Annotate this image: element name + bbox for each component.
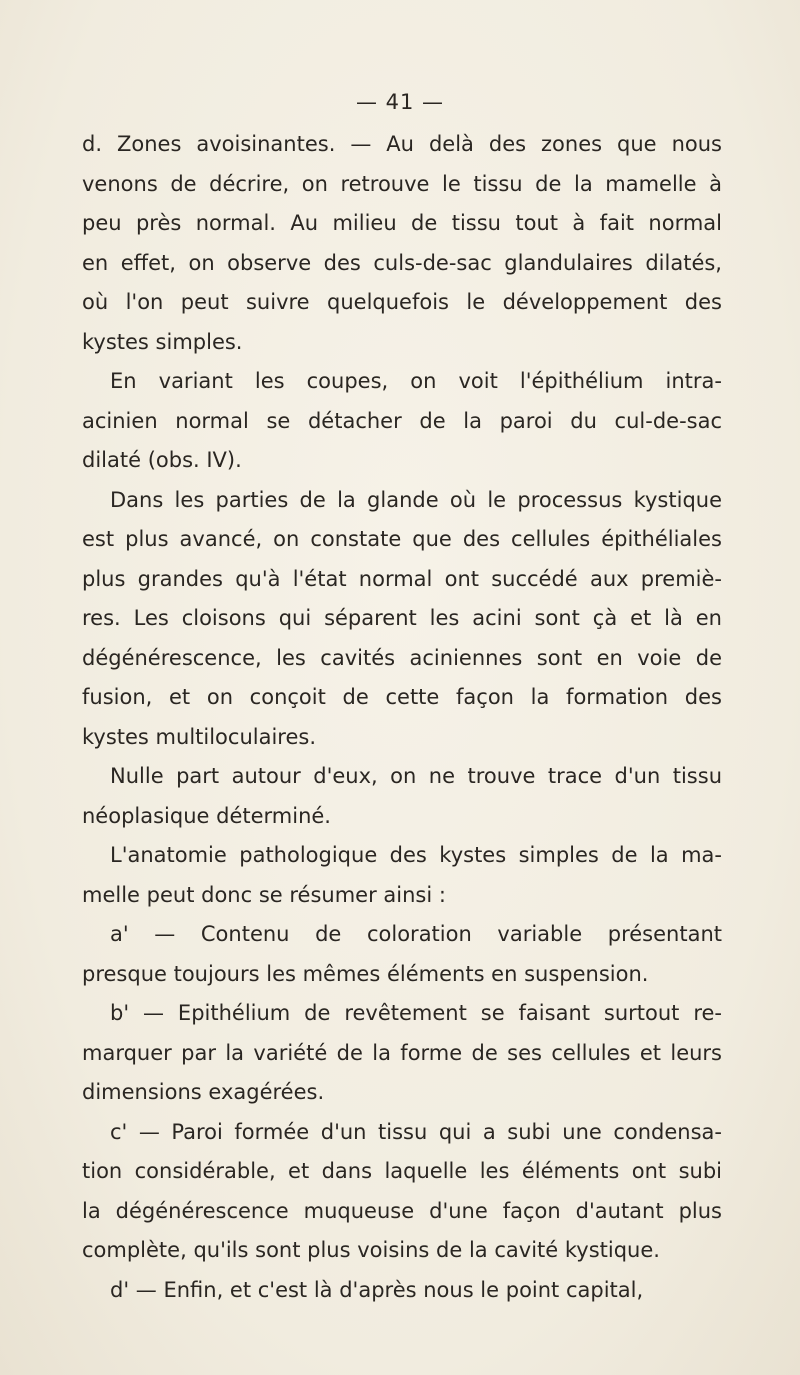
text-line: où l'on peut suivre quelquefois le développement des: [82, 290, 722, 314]
text-line: la dégénérescence muqueuse d'une façon d'autant plus: [82, 1198, 722, 1223]
text-line: presque toujours les mêmes éléments en suspension.: [82, 961, 649, 986]
text-line: acinien normal se détacher de la paroi du cul-de-sac: [82, 408, 722, 433]
text-line: kystes multiloculaires.: [82, 724, 317, 749]
text-line: peu près normal. Au milieu de tissu tout à fait normal: [82, 211, 722, 235]
paragraph: [82, 1113, 722, 1271]
text-line: c' — Paroi formée d'un tissu qui a subi une condensa-: [110, 1119, 722, 1144]
text-line: b' — Epithélium de revêtement se faisant surtout re-: [110, 1001, 722, 1025]
text-line: plus grandes qu'à l'état normal ont succédé aux premiè-: [82, 566, 722, 591]
text-line: dimensions exagérées.: [82, 1080, 325, 1104]
text-line: venons de décrire, on retrouve le tissu de la mamelle à: [82, 171, 722, 196]
paragraph: [82, 994, 722, 1113]
text-line: res. Les cloisons qui séparent les acini sont çà et là en: [82, 606, 722, 630]
text-line: tion considérable, et dans laquelle les éléments ont subi: [82, 1159, 722, 1183]
paragraph: [82, 757, 722, 836]
text-line: en effet, on observe des culs-de-sac glandulaires dilatés,: [82, 250, 722, 275]
text-line: L'anatomie pathologique des kystes simples de la ma-: [110, 843, 722, 867]
text-line: complète, qu'ils sont plus voisins de la cavité kystique.: [82, 1238, 660, 1262]
paragraph: [82, 481, 722, 758]
text-line: Dans les parties de la glande où le processus kystique: [110, 487, 722, 512]
text-line: marquer par la variété de la forme de ses cellules et leurs: [82, 1040, 722, 1065]
text-line: d' — Enfin, et c'est là d'après nous le point capital,: [110, 1277, 644, 1302]
text-line: fusion, et on conçoit de cette façon la formation des: [82, 685, 722, 709]
paragraph: [82, 125, 722, 362]
text-line: dégénérescence, les cavités aciniennes sont en voie de: [82, 645, 722, 670]
text-line: kystes simples.: [82, 329, 243, 354]
paragraph: [82, 915, 722, 994]
text-line: dilaté (obs. IV).: [82, 448, 242, 472]
text-line: est plus avancé, on constate que des cellules épithéliales: [82, 527, 722, 551]
text-line: néoplasique déterminé.: [82, 803, 331, 828]
paragraph: [82, 1271, 722, 1311]
page-number: — 41 —: [355, 90, 445, 114]
text-line: En variant les coupes, on voit l'épithélium intra-: [110, 369, 722, 393]
text-line: Nulle part autour d'eux, on ne trouve trace d'un tissu: [110, 764, 722, 788]
body-text: [82, 125, 722, 1310]
paragraph: [82, 836, 722, 915]
text-line: melle peut donc se résumer ainsi :: [82, 882, 446, 907]
text-line: d. Zones avoisinantes. — Au delà des zones que nous: [82, 132, 722, 156]
paragraph: [82, 362, 722, 481]
text-line: a' — Contenu de coloration variable présentant: [110, 922, 722, 946]
